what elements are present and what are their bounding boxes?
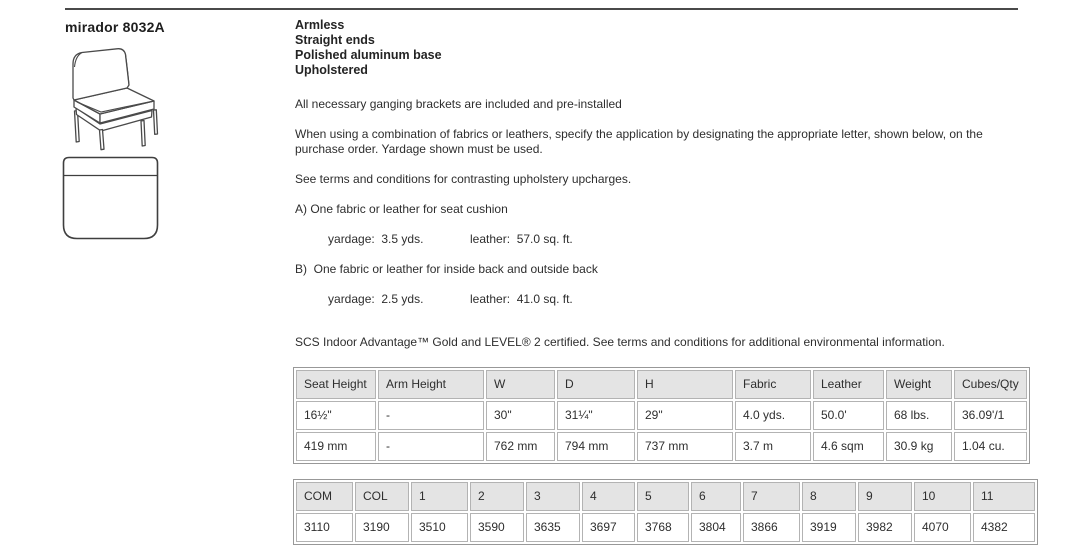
- price-cell: 3590: [470, 513, 524, 542]
- dim-header-h: H: [637, 370, 733, 399]
- dim-cell: 4.0 yds.: [735, 401, 811, 430]
- dim-cell: 737 mm: [637, 432, 733, 461]
- dim-cell: 16½": [296, 401, 376, 430]
- price-cell: 3635: [526, 513, 580, 542]
- application-a-yardage-row: [295, 217, 1010, 262]
- product-title: mirador 8032A: [65, 19, 165, 35]
- dimensions-header-row: [296, 370, 1027, 399]
- price-cell: 3510: [411, 513, 468, 542]
- feature-item: Straight ends: [295, 33, 375, 47]
- dim-cell: -: [378, 432, 484, 461]
- price-header-grade-11: 11: [973, 482, 1035, 511]
- dim-cell: 762 mm: [486, 432, 555, 461]
- dim-cell: 30.9 kg: [886, 432, 952, 461]
- price-cell: 4070: [914, 513, 971, 542]
- dim-cell: 30": [486, 401, 555, 430]
- price-cell: 3982: [858, 513, 912, 542]
- dim-header-leather: Leather: [813, 370, 884, 399]
- dim-cell: 50.0': [813, 401, 884, 430]
- dim-header-fabric: Fabric: [735, 370, 811, 399]
- application-a-yardage: yardage: 3.5 yds.: [328, 232, 424, 246]
- dimensions-metric-row: [296, 432, 1027, 461]
- application-a-line: A) One fabric or leather for seat cushion: [295, 202, 508, 216]
- feature-item: Armless: [295, 18, 345, 32]
- dim-cell: 29": [637, 401, 733, 430]
- feature-list: [295, 18, 1010, 78]
- dim-cell: 4.6 sqm: [813, 432, 884, 461]
- price-header-col: COL: [355, 482, 409, 511]
- dim-cell: 31¼": [557, 401, 635, 430]
- ganging-note: All necessary ganging brackets are included and pre-installed: [295, 97, 622, 111]
- price-header-grade-9: 9: [858, 482, 912, 511]
- price-header-grade-8: 8: [802, 482, 856, 511]
- price-header-grade-3: 3: [526, 482, 580, 511]
- dim-header-seat-height: Seat Height: [296, 370, 376, 399]
- price-cell: 3866: [743, 513, 800, 542]
- price-header-grade-2: 2: [470, 482, 524, 511]
- application-a-leather: leather: 57.0 sq. ft.: [470, 232, 573, 246]
- price-cell: 4382: [973, 513, 1035, 542]
- dimensions-table: [293, 367, 1030, 464]
- dim-cell: -: [378, 401, 484, 430]
- dim-header-arm-height: Arm Height: [378, 370, 484, 399]
- dim-cell: 794 mm: [557, 432, 635, 461]
- feature-item: Polished aluminum base: [295, 48, 442, 62]
- certification-note: SCS Indoor Advantage™ Gold and LEVEL® 2 certified. See terms and conditions for additional environmental information.: [295, 335, 945, 349]
- dim-cell: 68 lbs.: [886, 401, 952, 430]
- application-b-line: B) One fabric or leather for inside back and outside back: [295, 262, 598, 276]
- price-header-grade-6: 6: [691, 482, 741, 511]
- chair-plan-view-drawing: [62, 156, 159, 240]
- price-cell: 3110: [296, 513, 353, 542]
- application-b-yardage: yardage: 2.5 yds.: [328, 292, 424, 306]
- dim-cell: 419 mm: [296, 432, 376, 461]
- dim-cell: 36.09'/1: [954, 401, 1027, 430]
- price-header-grade-1: 1: [411, 482, 468, 511]
- dim-header-weight: Weight: [886, 370, 952, 399]
- price-cell: 3697: [582, 513, 635, 542]
- contrast-upcharge-note: See terms and conditions for contrasting upholstery upcharges.: [295, 172, 632, 186]
- dim-cell: 3.7 m: [735, 432, 811, 461]
- price-cell: 3919: [802, 513, 856, 542]
- top-divider-rule: [65, 8, 1018, 10]
- dimensions-imperial-row: [296, 401, 1027, 430]
- spec-content-column: [295, 18, 1019, 545]
- dim-header-w: W: [486, 370, 555, 399]
- pricing-value-row: [296, 513, 1035, 542]
- pricing-table: [293, 479, 1038, 545]
- feature-item: Upholstered: [295, 63, 368, 77]
- pricing-header-row: [296, 482, 1035, 511]
- price-cell: 3768: [637, 513, 689, 542]
- application-b-leather: leather: 41.0 sq. ft.: [470, 292, 573, 306]
- chair-isometric-drawing: [72, 47, 160, 151]
- price-cell: 3190: [355, 513, 409, 542]
- price-header-grade-7: 7: [743, 482, 800, 511]
- upholstery-application-list: [295, 202, 1010, 322]
- application-b-yardage-row: [295, 277, 1010, 322]
- combination-note: When using a combination of fabrics or leathers, specify the application by designating the appropriate letter, shown below, on the purchase order. Yardage shown must be used.: [295, 127, 983, 156]
- price-header-grade-10: 10: [914, 482, 971, 511]
- price-header-grade-4: 4: [582, 482, 635, 511]
- price-cell: 3804: [691, 513, 741, 542]
- dim-header-d: D: [557, 370, 635, 399]
- dim-cell: 1.04 cu.: [954, 432, 1027, 461]
- dim-header-cubes: Cubes/Qty: [954, 370, 1027, 399]
- price-header-com: COM: [296, 482, 353, 511]
- price-header-grade-5: 5: [637, 482, 689, 511]
